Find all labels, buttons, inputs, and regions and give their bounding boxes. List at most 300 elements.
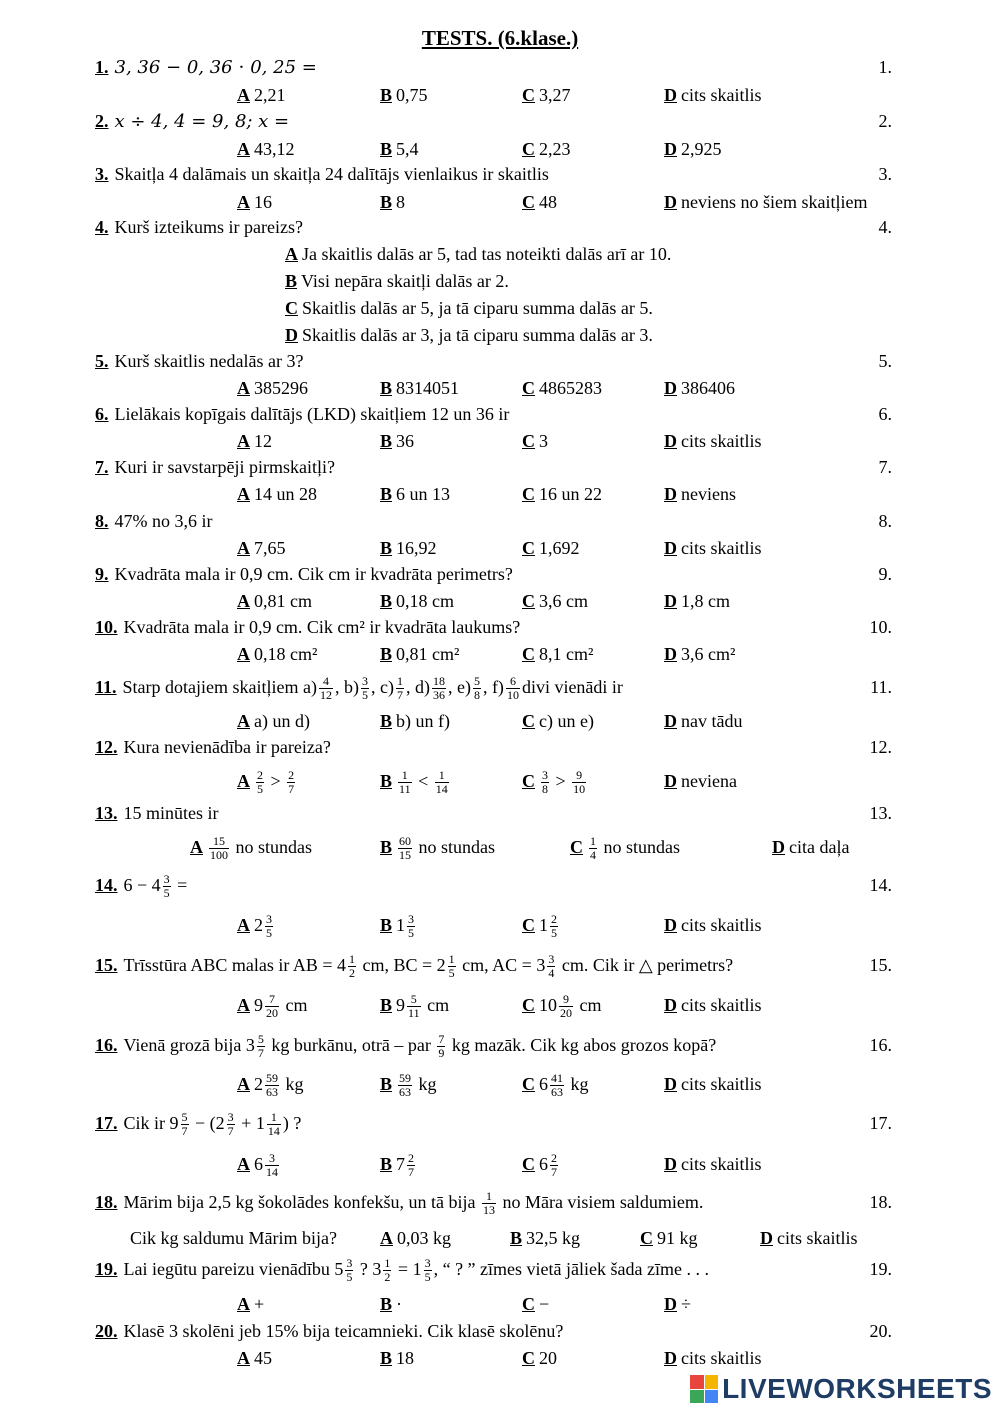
answer-letter-d: D [664, 1074, 677, 1094]
denominator: 12 [319, 688, 332, 703]
answer-option-b[interactable] [510, 1225, 580, 1251]
answer-letter-c: C [640, 1228, 653, 1248]
answer-option-b[interactable] [380, 641, 459, 667]
answer-letter-a: A [237, 538, 250, 558]
answer-option-c[interactable] [522, 708, 594, 734]
numerator: 2 [288, 768, 295, 783]
answer-text: · [396, 1294, 403, 1314]
question-side-number: 19. [869, 1259, 892, 1279]
denominator: 20 [266, 1006, 278, 1021]
fraction [345, 1257, 353, 1284]
question-text: + 1 [236, 1113, 265, 1133]
statement-text: Visi nepāra skaitļi dalās ar 2. [301, 271, 509, 291]
numerator: 18 [432, 674, 445, 689]
whole-part: 6 [539, 1154, 548, 1174]
answer-letter-d: D [664, 484, 677, 504]
answer-text: neviens [681, 484, 736, 504]
numerator: 3 [424, 1256, 431, 1271]
logo-icon [690, 1375, 718, 1403]
answer-option-c[interactable] [522, 535, 580, 561]
unit: cm [575, 995, 602, 1015]
statement-text: Skaitlis dalās ar 5, ja tā ciparu summa dalās ar 5. [302, 298, 653, 318]
answer-text: 18 [396, 1348, 415, 1368]
answer-option-c[interactable] [522, 481, 602, 507]
numerator: 2 [257, 768, 263, 783]
answer-text: 14 un 28 [254, 484, 317, 504]
answer-option-b[interactable] [380, 834, 495, 862]
answer-option-d[interactable] [664, 641, 735, 667]
numerator: 4 [319, 675, 333, 689]
answer-letter-a: A [237, 85, 250, 105]
answer-option-a[interactable] [237, 535, 286, 561]
answer-option-a[interactable] [237, 1345, 272, 1371]
question-text: 47% no 3,6 ir [114, 511, 213, 531]
answer-letter-d: D [664, 139, 677, 159]
answer-option-b[interactable] [380, 189, 405, 215]
answer-option-b[interactable] [380, 708, 450, 734]
answer-text: 43,12 [254, 139, 295, 159]
answer-option-d[interactable] [664, 82, 762, 108]
numerator: 5 [473, 674, 480, 689]
numerator: 2 [408, 1151, 415, 1166]
answer-option-c[interactable] [522, 1071, 589, 1099]
answer-text: b) un f) [396, 711, 450, 731]
answer-letter-d: D [664, 915, 677, 935]
answer-option-b[interactable] [380, 588, 454, 614]
fraction [506, 675, 520, 702]
answer-letter-d: D [664, 591, 677, 611]
denominator: 7 [288, 782, 295, 797]
numerator: 1 [448, 952, 455, 967]
whole-part: 6 [254, 1154, 263, 1174]
question-number: 2. [95, 111, 109, 131]
numerator: 5 [181, 1110, 188, 1125]
answer-option-c[interactable] [522, 641, 593, 667]
question-side-number: 9. [878, 564, 892, 584]
answer-text: nav tādu [681, 711, 743, 731]
answer-option-d[interactable] [664, 1345, 762, 1371]
denominator: 5 [551, 926, 557, 941]
answer-text: 386406 [681, 378, 735, 398]
question-side-number: 7. [878, 457, 892, 477]
answer-option-d[interactable] [664, 1151, 762, 1177]
answer-option-a[interactable] [237, 768, 297, 796]
answer-letter-a: A [237, 771, 250, 791]
question-side-number: 14. [869, 875, 892, 895]
answer-option-b[interactable] [380, 82, 428, 108]
fraction [437, 1033, 445, 1060]
answer-text: 16 un 22 [539, 484, 602, 504]
answer-text: no stundas [599, 837, 680, 857]
answer-option-d[interactable] [664, 1291, 691, 1317]
answer-text: cita daļa [789, 837, 850, 857]
numerator: 1 [267, 1111, 281, 1125]
denominator: 5 [408, 926, 415, 941]
fraction [407, 913, 415, 940]
fraction [265, 913, 273, 940]
answer-option-c[interactable] [522, 136, 571, 162]
answer-letter-c: C [522, 1074, 535, 1094]
answer-option-b[interactable] [380, 428, 414, 454]
numerator: 5 [257, 1032, 264, 1047]
answer-letter-c: C [570, 837, 583, 857]
numerator: 3 [346, 1256, 353, 1271]
question-number: 16. [95, 1035, 118, 1055]
whole-part: 2 [254, 915, 263, 935]
fraction [550, 1152, 558, 1179]
answer-letter-b: B [510, 1228, 523, 1248]
answer-letter-d: D [664, 1154, 677, 1174]
unit: kg [281, 1074, 304, 1094]
answer-text: 16,92 [396, 538, 437, 558]
answer-text: 3,6 cm² [681, 644, 736, 664]
question-text: Lielākais kopīgais dalītājs (LKD) skaitļiem 12 un 36 ir [114, 404, 510, 424]
answer-text: cits skaitlis [681, 538, 762, 558]
answer-option-a[interactable] [237, 641, 317, 667]
question-8 [95, 508, 892, 534]
numerator: 7 [265, 993, 279, 1007]
question-side-number: 20. [869, 1321, 892, 1341]
answer-text: 12 [254, 431, 272, 451]
question-number: 9. [95, 564, 109, 584]
question-number: 1. [95, 57, 109, 77]
answer-text: no stundas [414, 837, 496, 857]
answer-option-c[interactable] [640, 1225, 698, 1251]
comparison-sign: > [266, 771, 286, 791]
question-side-number: 13. [869, 803, 892, 823]
answer-letter-c: C [522, 995, 535, 1015]
answer-letter-a: A [237, 139, 250, 159]
question-text: Skaitļa 4 dalāmais un skaitļa 24 dalītājs vienlaikus ir skaitlis [114, 164, 549, 184]
answer-letter-c: C [522, 85, 535, 105]
denominator: 7 [551, 1165, 557, 1180]
answer-option-b[interactable] [380, 912, 417, 940]
numerator: 5 [407, 993, 421, 1007]
whole-part: 1 [539, 915, 548, 935]
question-side-number: 10. [869, 617, 892, 637]
numerator: 6 [506, 675, 520, 689]
answer-option-c[interactable] [522, 992, 602, 1020]
fraction [547, 953, 555, 980]
question-20 [95, 1318, 892, 1344]
question-text: , e) [447, 677, 471, 697]
question-side-number: 8. [878, 511, 892, 531]
fraction [541, 769, 549, 796]
answer-letter-b: B [380, 378, 393, 398]
answer-option-b[interactable] [380, 136, 419, 162]
answer-option-c[interactable] [522, 588, 588, 614]
answer-option-d[interactable] [664, 136, 722, 162]
answer-option-d[interactable] [664, 481, 736, 507]
answer-text: 91 kg [657, 1228, 698, 1248]
question-number: 18. [95, 1192, 118, 1212]
unit: kg [414, 1074, 437, 1094]
question-text: no Māra visiem saldumiem. [497, 1192, 704, 1212]
question-text: Klasē 3 skolēni jeb 15% bija teicamnieki. Cik klasē skolēnu? [123, 1321, 564, 1341]
answer-text: 20 [539, 1348, 557, 1368]
answer-option-b[interactable] [380, 992, 449, 1020]
answer-text: cits skaitlis [681, 1348, 762, 1368]
fraction [163, 873, 171, 900]
fraction [432, 675, 446, 702]
answer-option-a[interactable] [237, 912, 275, 940]
answer-letter-b: B [380, 771, 393, 791]
denominator: 8 [473, 688, 480, 703]
question-10 [95, 614, 892, 640]
answer-letter-d: D [760, 1228, 773, 1248]
answer-option-a[interactable] [237, 428, 272, 454]
answer-letter-a: A [237, 711, 250, 731]
answer-option-a[interactable] [237, 1071, 304, 1099]
answer-option-c[interactable] [522, 1291, 549, 1317]
question-number: 7. [95, 457, 109, 477]
question-number: 19. [95, 1259, 118, 1279]
question-side-number: 1. [878, 57, 892, 77]
unit: cm [281, 995, 308, 1015]
question-text: Mārim bija 2,5 kg šokolādes konfekšu, un tā bija [123, 1192, 480, 1212]
answer-letter-b: B [380, 192, 393, 212]
answer-text: + [254, 1294, 265, 1314]
numerator: 1 [590, 834, 596, 849]
statement-text: Skaitlis dalās ar 3, ja tā ciparu summa dalās ar 3. [302, 325, 653, 345]
numerator: 7 [438, 1032, 445, 1047]
answer-letter-a: A [237, 192, 250, 212]
answer-text: neviena [681, 771, 737, 791]
fraction [435, 769, 449, 796]
answer-text: 3,27 [539, 85, 571, 105]
numerator: 3 [265, 1152, 279, 1166]
answer-text: 6 un 13 [396, 484, 451, 504]
answer-letter-a: A [190, 837, 203, 857]
numerator: 1 [398, 769, 412, 783]
answer-text: cits skaitlis [681, 915, 762, 935]
numerator: 1 [435, 769, 449, 783]
denominator: 5 [361, 688, 368, 703]
answer-text: cits skaitlis [681, 431, 762, 451]
answer-option-d[interactable] [664, 428, 762, 454]
answer-letter-b: B [380, 1348, 393, 1368]
numerator: 3 [548, 952, 555, 967]
fraction [361, 675, 369, 702]
answer-option-a[interactable] [190, 834, 312, 862]
answer-option-d[interactable] [664, 588, 730, 614]
question-text: x ÷ 4, 4 = 9, 8; x = [114, 111, 290, 132]
denominator: 63 [551, 1085, 563, 1100]
answer-option-d[interactable] [664, 535, 762, 561]
answer-letter-c: C [522, 192, 535, 212]
answer-letter-c: C [522, 644, 535, 664]
question-text: Vienā grozā bija 3 [123, 1035, 255, 1055]
question-text: Lai iegūtu pareizu vienādību 5 [123, 1259, 344, 1279]
answer-option-c[interactable] [570, 834, 680, 862]
denominator: 14 [266, 1165, 278, 1180]
answer-option-b[interactable] [380, 1345, 414, 1371]
answer-option-a[interactable] [237, 1151, 281, 1179]
numerator: 1 [384, 1256, 391, 1271]
fraction [267, 1111, 281, 1138]
question-number: 4. [95, 217, 109, 237]
answer-option-a[interactable] [380, 1225, 451, 1251]
answer-option-d[interactable] [760, 1225, 858, 1251]
numerator: 2 [551, 1151, 557, 1166]
unit: kg [566, 1074, 589, 1094]
denominator: 5 [266, 926, 272, 941]
question-text: = 1 [393, 1259, 422, 1279]
fraction [589, 835, 597, 862]
question-text: kg burkānu, otrā – par [266, 1035, 436, 1055]
question-side-number: 11. [870, 677, 892, 697]
numerator: 1 [396, 674, 403, 689]
answer-option-b[interactable] [380, 1071, 437, 1099]
denominator: 5 [163, 886, 170, 901]
answer-text: cits skaitlis [681, 995, 762, 1015]
statement-option-b[interactable] [285, 268, 509, 294]
question-3 [95, 161, 892, 187]
answer-text: 4865283 [539, 378, 602, 398]
answer-option-b[interactable] [380, 1151, 417, 1179]
statement-option-c[interactable] [285, 295, 653, 321]
statement-option-d[interactable] [285, 322, 653, 348]
denominator: 14 [435, 782, 448, 797]
answer-option-d[interactable] [664, 189, 867, 215]
answer-text: 1,692 [539, 538, 580, 558]
fraction [265, 1152, 279, 1179]
question-number: 12. [95, 737, 118, 757]
statement-option-a[interactable] [285, 241, 671, 267]
denominator: 36 [432, 688, 445, 703]
whole-part: 1 [396, 915, 406, 935]
answer-option-b[interactable] [380, 768, 451, 796]
fraction [265, 1072, 279, 1099]
answer-option-d[interactable] [664, 768, 737, 794]
answer-option-c[interactable] [522, 1345, 557, 1371]
answer-option-a[interactable] [237, 708, 310, 734]
answer-option-c[interactable] [522, 82, 571, 108]
fraction [348, 953, 356, 980]
numerator: 9 [559, 993, 573, 1007]
unit: cm [422, 995, 450, 1015]
answer-letter-c: C [522, 771, 535, 791]
answer-text: 2,23 [539, 139, 571, 159]
denominator: 5 [257, 782, 263, 797]
answer-letter-a: A [237, 644, 250, 664]
question-number: 8. [95, 511, 109, 531]
answer-letter-c: C [522, 1154, 535, 1174]
question-9 [95, 561, 892, 587]
answer-option-a[interactable] [237, 189, 272, 215]
answer-letter-a: A [237, 484, 250, 504]
answer-text: 8314051 [396, 378, 460, 398]
answer-option-c[interactable] [522, 768, 588, 796]
answer-option-a[interactable] [237, 1291, 264, 1317]
fraction [383, 1257, 391, 1284]
denominator: 63 [266, 1085, 278, 1100]
fraction [424, 1257, 432, 1284]
fraction [209, 835, 229, 862]
answer-option-b[interactable] [380, 481, 450, 507]
answer-option-a[interactable] [237, 375, 308, 401]
answer-option-d[interactable] [664, 375, 735, 401]
answer-option-d[interactable] [664, 912, 762, 938]
question-number: 17. [95, 1113, 118, 1133]
answer-option-b[interactable] [380, 1291, 402, 1317]
fraction [473, 675, 481, 702]
answer-option-c[interactable] [522, 428, 548, 454]
question-side-number: 2. [878, 111, 892, 131]
answer-option-c[interactable] [522, 1151, 560, 1179]
answer-option-a[interactable] [237, 136, 295, 162]
answer-text: 0,75 [396, 85, 428, 105]
answer-option-b[interactable] [380, 535, 437, 561]
question-1 [95, 54, 892, 80]
answer-option-c[interactable] [522, 912, 560, 940]
answer-letter-d: D [664, 711, 677, 731]
question-text: cm. Cik ir △ perimetrs? [557, 955, 734, 975]
question-text: 3, 36 − 0, 36 ⋅ 0, 25 = [114, 57, 317, 78]
answer-option-d[interactable] [664, 992, 762, 1018]
answer-text: 2,21 [254, 85, 286, 105]
denominator: 5 [448, 966, 455, 981]
numerator: 3 [266, 912, 272, 927]
answer-text: 7,65 [254, 538, 286, 558]
answer-letter-d: D [664, 644, 677, 664]
answer-letter-a: A [237, 1294, 250, 1314]
answer-letter-b: B [380, 431, 393, 451]
denominator: 8 [542, 782, 548, 797]
whole-part: 9 [254, 995, 263, 1015]
denominator: 20 [560, 1006, 572, 1021]
answer-text: 0,18 cm [396, 591, 455, 611]
answer-option-d[interactable] [664, 1071, 762, 1097]
answer-letter-c: C [522, 538, 535, 558]
answer-option-c[interactable] [522, 189, 557, 215]
answer-text: 385296 [254, 378, 308, 398]
question-side-number: 17. [869, 1113, 892, 1133]
denominator: 2 [384, 1270, 391, 1285]
question-text: kg mazāk. Cik kg abos grozos kopā? [447, 1035, 717, 1055]
numerator: 9 [572, 769, 586, 783]
answer-text: 32,5 kg [526, 1228, 581, 1248]
denominator: 5 [424, 1270, 431, 1285]
fraction [227, 1111, 235, 1138]
answer-option-d[interactable] [772, 834, 849, 860]
answer-text: cits skaitlis [681, 1074, 762, 1094]
question-side-number: 5. [878, 351, 892, 371]
numerator: 15 [209, 835, 229, 849]
answer-option-c[interactable] [522, 375, 602, 401]
denominator: 15 [399, 848, 412, 863]
answer-letter-b: B [380, 644, 393, 664]
answer-letter-c: C [522, 1294, 535, 1314]
answer-option-a[interactable] [237, 588, 312, 614]
answer-letter-d: D [664, 378, 677, 398]
question-text: , f) [482, 677, 504, 697]
answer-option-a[interactable] [237, 481, 317, 507]
answer-letter-b: B [380, 711, 393, 731]
whole-part: 7 [396, 1154, 406, 1174]
answer-option-a[interactable] [237, 992, 308, 1020]
answer-option-a[interactable] [237, 82, 286, 108]
answer-option-b[interactable] [380, 375, 459, 401]
comparison-sign: < [413, 771, 433, 791]
answer-text: 1,8 cm [681, 591, 730, 611]
question-text: ) ? [282, 1113, 302, 1133]
question-16 [95, 1032, 892, 1061]
denominator: 7 [181, 1124, 188, 1139]
answer-letter-a: A [237, 915, 250, 935]
question-11 [95, 674, 892, 703]
answer-option-d[interactable] [664, 708, 742, 734]
